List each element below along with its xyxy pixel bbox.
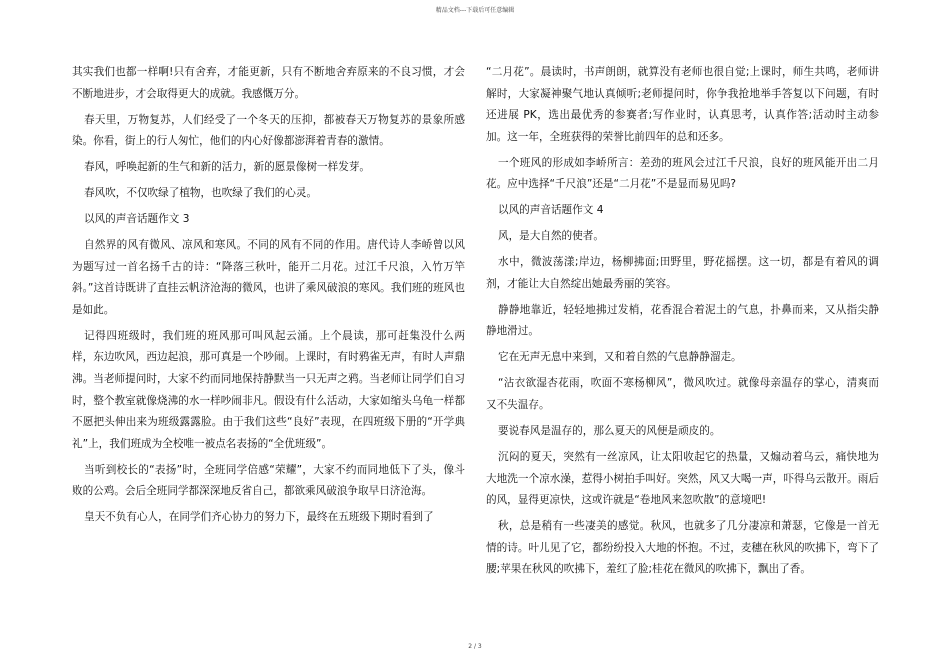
paragraph: 一个班风的形成如李峤所言：差劲的班风会过江千尺浪，良好的班风能开出二月花。应中选择“千尺浪”还是“二月花”不是显而易见吗? — [486, 156, 879, 191]
paragraph: 自然界的风有微风、凉风和寒风。不同的风有不同的作用。唐代诗人李峤曾以风为题写过一首名扬千古的诗：“降落三秋叶，能开二月花。过江千尺浪，入竹万竿斜。”这首诗既讲了直挂云帆济沧海的微风，也讲了乘风破浪的寒风。我们班的班风也是如此。 — [72, 239, 465, 316]
paragraph: 水中，微波荡漾;岸边，杨柳拂面;田野里，野花摇摆。这一切，都是有着风的调剂，才能让大自然绽出她最秀丽的笑容。 — [486, 256, 879, 290]
paragraph: 春风吹，不仅吹绿了植物，也吹绿了我们的心灵。 — [84, 187, 318, 200]
right-column — [486, 62, 879, 585]
paragraph: 当听到校长的“表扬”时，全班同学倍感“荣耀”，大家不约而同地低下了头，像斗败的公鸡。会后全班同学都深深地反省自己，都欲乘风破浪争取早日济沧海。 — [72, 463, 465, 498]
section-heading: 以风的声音话题作文 3 — [84, 213, 190, 226]
paragraph: 它在无声无息中来到，又和着自然的气息静静溜走。 — [498, 351, 742, 364]
paragraph: 皇天不负有心人，在同学们齐心协力的努力下，最终在五班级下期时看到了 — [84, 511, 434, 524]
section-heading: 以风的声音话题作文 4 — [498, 204, 604, 217]
paragraph: 风，是大自然的使者。 — [498, 230, 604, 243]
paragraph: 记得四班级时，我们班的班风那可叫风起云涌。上个晨读，那可赶集没什么两样，东边吹风，西边起浪，那可真是一个吵闹。上课时，有时鸦雀无声，有时人声鼎沸。当老师提问时，大家不约而同地保持静默当一只无声之鸦。当老师让同学们自习时，整个教室就像烧沸的水一样吵闹非凡。假设有什么活动，大家如缩头乌龟一样都不愿把头伸出来为班级露露脸。由于我们这些“良好”表现，在四班级下册的“开学典礼”上，我们班成为全校唯一被点名表扬的“全优班级”。 — [72, 329, 465, 450]
left-column — [72, 62, 465, 533]
paragraph: 春天里，万物复苏，人们经受了一个冬天的压抑，都被春天万物复苏的景象所感染。你看，街上的行人匆忙，他们的内心好像都澎湃着青春的激情。 — [72, 113, 465, 148]
paragraph: “二月花”。晨读时，书声朗朗，就算没有老师也很自觉;上课时，师生共鸣，老师讲解时，大家凝神聚气地认真倾听;老师提问时，你争我抢地举手答复以下问题，有时还进展 PK，选出最优秀的参赛者;写作业时，认真思考，认真作答;活动时主动参加。这一年，全班获得的荣誉比前四年的总和还多。 — [486, 66, 879, 143]
paragraph: “沾衣欲湿杏花雨，吹面不寒杨柳风”，微风吹过。就像母亲温存的掌心，清爽而又不失温存。 — [486, 377, 879, 412]
paragraph: 秋，总是稍有一些凄美的感觉。秋风，也就多了几分凄凉和萧瑟，它像是一首无情的诗。叶儿见了它，都纷纷投入大地的怀抱。不过，麦穗在秋风的吹拂下，弯下了腰;苹果在秋风的吹拂下，羞红了脸;桂花在微风的吹拂下，飘出了香。 — [486, 520, 879, 576]
page-number: 2 / 3 — [468, 643, 482, 650]
page-header: 精品文档---下载后可任意编辑 — [435, 7, 515, 14]
paragraph: 沉闷的夏天，突然有一丝凉风，让太阳收起它的热量，又煽动着乌云，痛快地为大地洗一个凉水澡，惹得小树拍手叫好。突然，风又大喝一声，吓得乌云散开。雨后的风，显得更凉快，这或许就是“卷地风来忽吹散”的意境吧! — [486, 451, 879, 507]
paragraph: 春风，呼唤起新的生气和新的活力，新的愿景像树一样发芽。 — [84, 161, 371, 174]
paragraph: 其实我们也都一样啊!只有舍弃，才能更新，只有不断地舍弃原来的不良习惯，才会不断地进步，才会取得更大的成就。我感慨万分。 — [72, 66, 465, 100]
paragraph: 要说春风是温存的，那么夏天的风便是顽皮的。 — [498, 425, 721, 438]
paragraph: 静静地靠近，轻轻地拂过发梢，花香混合着泥土的气息，扑鼻而来，又从指尖静静地滑过。 — [486, 303, 879, 338]
